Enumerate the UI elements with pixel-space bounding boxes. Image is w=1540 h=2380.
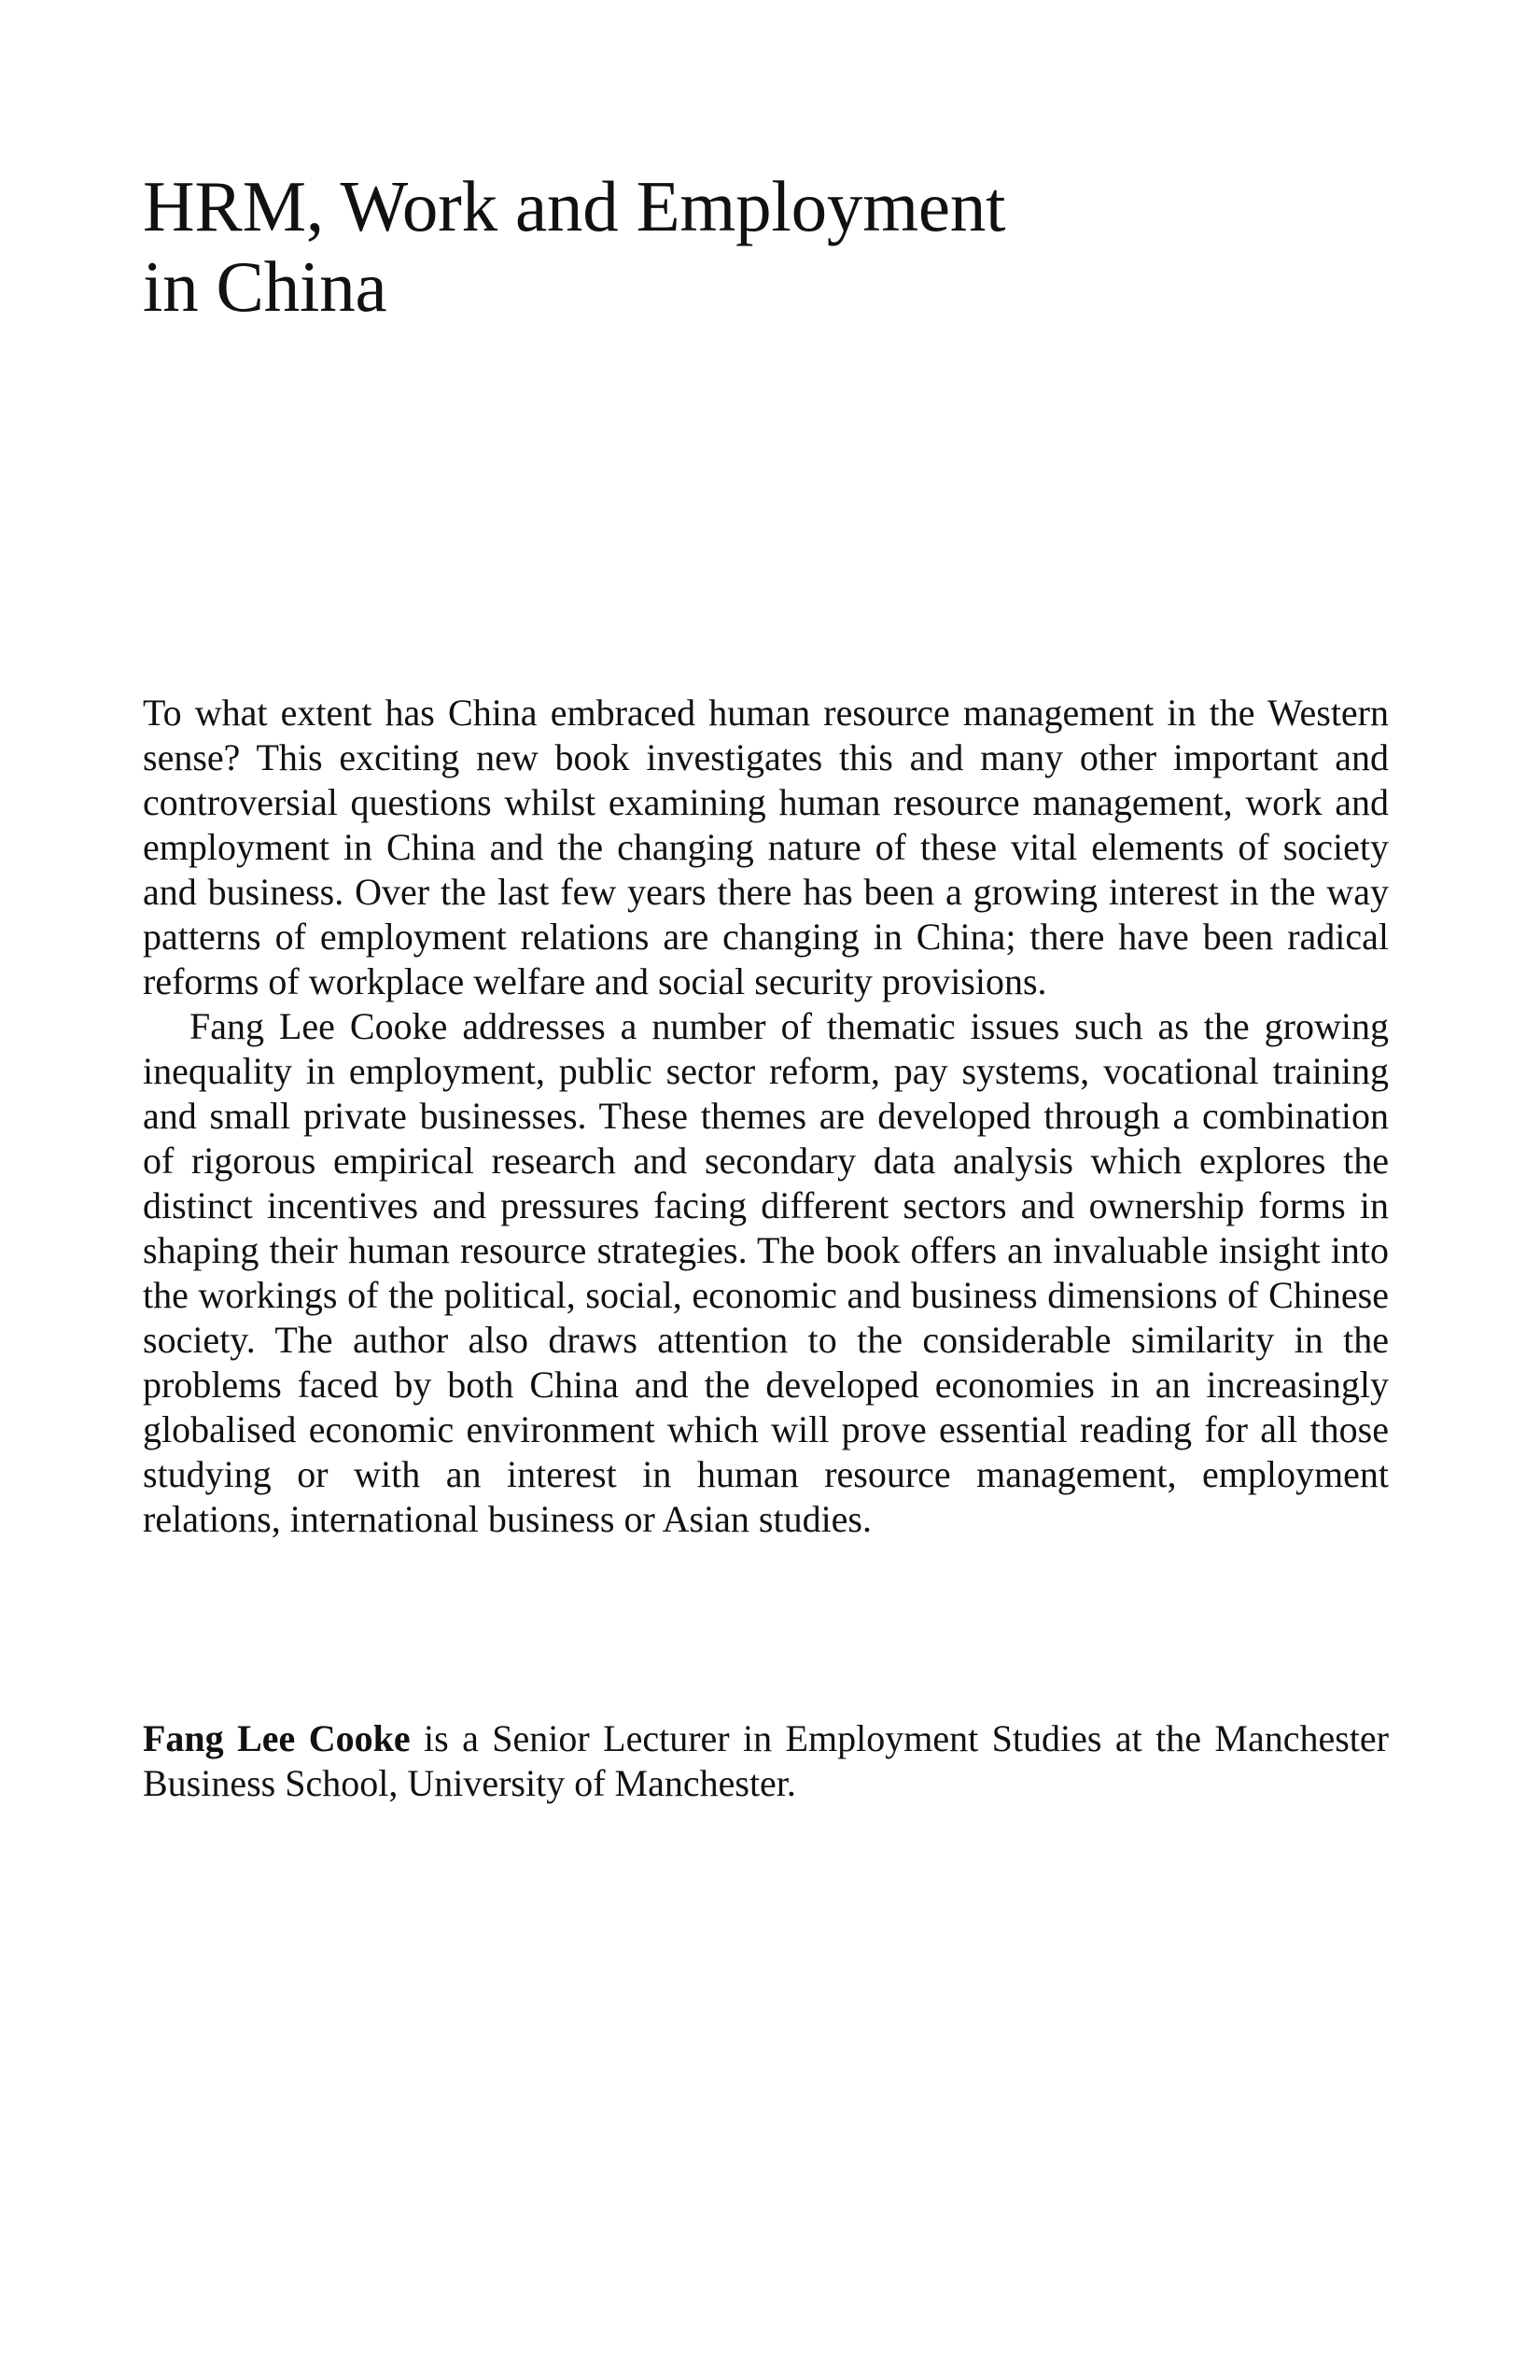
book-title	[143, 166, 1393, 327]
description-paragraph-1: To what extent has China embraced human resource management in the Western sense? This exciting new book investigates this and many other important and controversial questions whilst examining human resource management, work and employment in China and the changing nature of these vital elements of society and business. Over the last few years there has been a growing interest in the way patterns of employment relations are changing in China; there have been radical reforms of workplace welfare and social security provisions.	[143, 692, 1389, 1002]
book-title-line-1: HRM, Work and Employment	[143, 166, 1006, 246]
author-bio	[143, 1716, 1389, 1806]
book-title-line-2: in China	[143, 246, 387, 327]
author-bio-text: is a Senior Lecturer in Employment Studies at the Manchester Business School, University of Manchester.	[143, 1717, 1389, 1804]
book-description	[143, 691, 1389, 1542]
description-paragraph-2: Fang Lee Cooke addresses a number of thematic issues such as the growing inequality in employment, public sector reform, pay systems, vocational training and small private businesses. These themes are developed through a combination of rigorous empirical research and secondary data analysis which explores the distinct incentives and pressures facing different sectors and ownership forms in shaping their human resource strategies. The book offers an invaluable insight into the workings of the political, social, economic and business dimensions of Chinese society. The author also draws attention to the considerable similarity in the problems faced by both China and the developed economies in an increasingly globalised economic environment which will prove essential reading for all those studying or with an interest in human resource management, employment relations, international business or Asian studies.	[143, 1005, 1389, 1540]
author-name: Fang Lee Cooke	[143, 1717, 411, 1759]
